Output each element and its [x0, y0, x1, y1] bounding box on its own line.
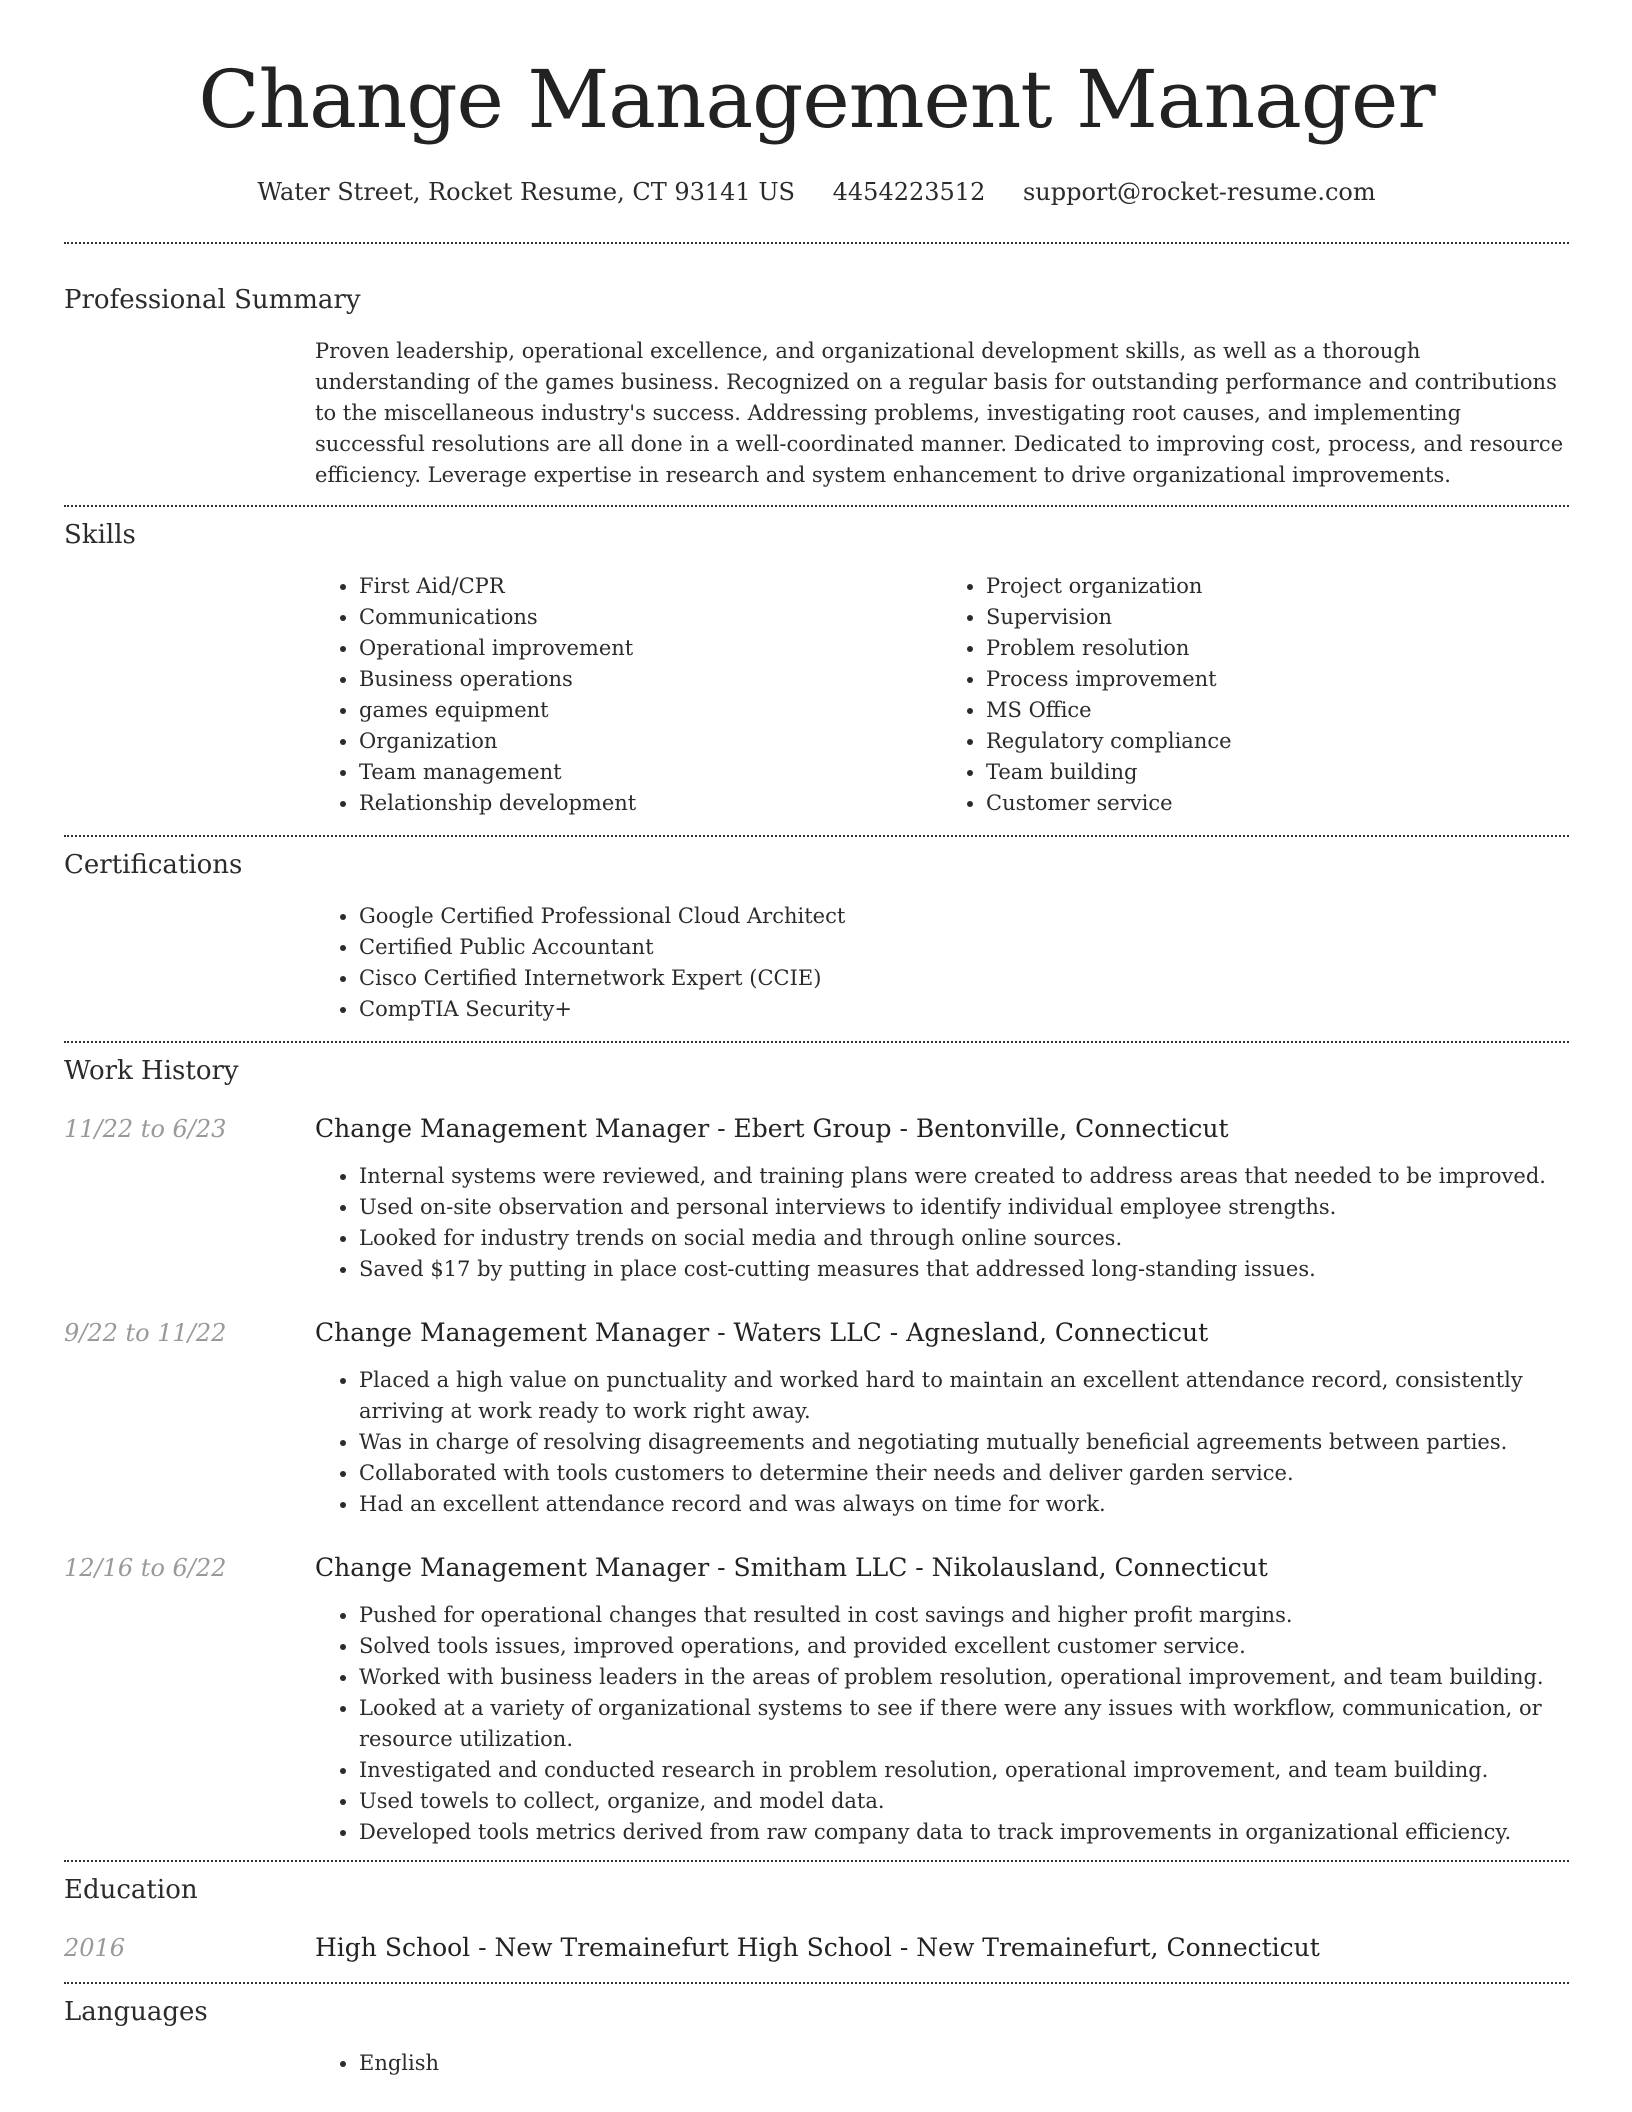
- skills-grid: [315, 571, 1569, 819]
- job-bullet: • Saved $17 by putting in place cost-cutting measures that addressed long-standing issues.: [359, 1254, 1569, 1285]
- skills-list-left: [315, 571, 942, 819]
- job-date: 12/16 to 6/22: [64, 1554, 227, 1582]
- job-entry: [64, 1550, 1569, 1848]
- job-bullet: • Had an excellent attendance record and was always on time for work.: [359, 1489, 1569, 1520]
- certification-item: • Cisco Certified Internetwork Expert (CCIE): [359, 963, 1569, 994]
- education-section: [64, 1872, 1569, 1966]
- summary-body: [315, 336, 1569, 491]
- job-bullet: • Internal systems were reviewed, and training plans were created to address areas that needed to be improved.: [359, 1161, 1569, 1192]
- education-entry: [64, 1930, 1569, 1966]
- job-date: 9/22 to 11/22: [64, 1319, 227, 1347]
- skill-item: • games equipment: [359, 695, 942, 726]
- certifications-section: [64, 847, 1569, 1025]
- skill-item: • Organization: [359, 726, 942, 757]
- resume-page: [64, 0, 1569, 2079]
- section-title-work-history: Work History: [64, 1056, 239, 1086]
- section-title-certifications: Certifications: [64, 850, 243, 880]
- job-bullet: • Looked for industry trends on social media and through online sources.: [359, 1223, 1569, 1254]
- job-bullets: [315, 1600, 1569, 1848]
- divider: [64, 242, 1569, 244]
- skill-item: • Regulatory compliance: [986, 726, 1569, 757]
- job-bullets: [315, 1365, 1569, 1520]
- job-title: Change Management Manager - Ebert Group - Bentonville, Connecticut: [315, 1114, 1229, 1143]
- job-bullet: • Used towels to collect, organize, and model data.: [359, 1786, 1569, 1817]
- job-title: Change Management Manager - Smitham LLC - Nikolausland, Connecticut: [315, 1553, 1268, 1582]
- job-bullet: • Developed tools metrics derived from raw company data to track improvements in organizational efficiency.: [359, 1817, 1569, 1848]
- skill-item: • Communications: [359, 602, 942, 633]
- contact-line: [64, 176, 1569, 208]
- contact-phone: 4454223512: [832, 178, 986, 206]
- job-entry: [64, 1111, 1569, 1285]
- skills-list-right: [942, 571, 1569, 819]
- divider: [64, 1982, 1569, 1984]
- certifications-list: [315, 901, 1569, 1025]
- job-bullet: • Solved tools issues, improved operations, and provided excellent customer service.: [359, 1631, 1569, 1662]
- job-bullet: • Looked at a variety of organizational systems to see if there were any issues with workflow, communication, or resource utilization.: [359, 1693, 1569, 1755]
- skill-item: • Business operations: [359, 664, 942, 695]
- certification-item: • Certified Public Accountant: [359, 932, 1569, 963]
- skill-item: • Project organization: [986, 571, 1569, 602]
- skill-item: • Supervision: [986, 602, 1569, 633]
- languages-body: [315, 2048, 1569, 2079]
- skill-item: • Operational improvement: [359, 633, 942, 664]
- job-bullet: • Pushed for operational changes that resulted in cost savings and higher profit margins.: [359, 1600, 1569, 1631]
- skills-section: [64, 517, 1569, 819]
- candidate-name: Change Management Manager: [198, 53, 1435, 146]
- divider: [64, 505, 1569, 507]
- job-bullet: • Used on-site observation and personal interviews to identify individual employee strengths.: [359, 1192, 1569, 1223]
- skill-item: • Team building: [986, 757, 1569, 788]
- section-title-education: Education: [64, 1875, 198, 1905]
- certification-item: • CompTIA Security+: [359, 994, 1569, 1025]
- job-date: 11/22 to 6/23: [64, 1115, 227, 1143]
- job-bullet: • Placed a high value on punctuality and worked hard to maintain an excellent attendance record, consistently arriving at work ready to work right away.: [359, 1365, 1569, 1427]
- language-item: • English: [359, 2048, 1569, 2079]
- skill-item: • MS Office: [986, 695, 1569, 726]
- work-history-section: [64, 1053, 1569, 1848]
- contact-email[interactable]: support@rocket-resume.com: [1022, 178, 1376, 206]
- divider: [64, 835, 1569, 837]
- skill-item: • Team management: [359, 757, 942, 788]
- skill-item: • Customer service: [986, 788, 1569, 819]
- section-title-languages: Languages: [64, 1997, 208, 2027]
- job-bullet: • Worked with business leaders in the areas of problem resolution, operational improvement, and team building.: [359, 1662, 1569, 1693]
- section-title-skills: Skills: [64, 520, 136, 550]
- job-entry: [64, 1315, 1569, 1520]
- certifications-body: [315, 901, 1569, 1025]
- languages-section: [64, 1994, 1569, 2079]
- divider: [64, 1041, 1569, 1043]
- skill-item: • Problem resolution: [986, 633, 1569, 664]
- job-title: Change Management Manager - Waters LLC - Agnesland, Connecticut: [315, 1318, 1209, 1347]
- skill-item: • Process improvement: [986, 664, 1569, 695]
- summary-text: Proven leadership, operational excellence, and organizational development skills, as well as a thorough understanding of the games business. Recognized on a regular basis for outstanding performance and contributions to the miscellaneous industry's success. Addressing problems, investigating root causes, and implementing successful resolutions are all done in a well-coordinated manner. Dedicated to improving cost, process, and resource efficiency. Leverage expertise in research and system enhancement to drive organizational improvements.: [315, 339, 1564, 487]
- certification-item: • Google Certified Professional Cloud Architect: [359, 901, 1569, 932]
- skill-item: • Relationship development: [359, 788, 942, 819]
- skill-item: • First Aid/CPR: [359, 571, 942, 602]
- divider: [64, 1860, 1569, 1862]
- job-bullets: [315, 1161, 1569, 1285]
- summary-section: [64, 282, 1569, 491]
- section-title-summary: Professional Summary: [64, 285, 361, 315]
- job-bullet: • Investigated and conducted research in problem resolution, operational improvement, and team building.: [359, 1755, 1569, 1786]
- contact-address: Water Street, Rocket Resume, CT 93141 US: [257, 178, 795, 206]
- education-date: 2016: [64, 1934, 126, 1962]
- education-title: High School - New Tremainefurt High School - New Tremainefurt, Connecticut: [315, 1933, 1320, 1962]
- job-bullet: • Was in charge of resolving disagreements and negotiating mutually beneficial agreements between parties.: [359, 1427, 1569, 1458]
- languages-list: [315, 2048, 1569, 2079]
- job-bullet: • Collaborated with tools customers to determine their needs and deliver garden service.: [359, 1458, 1569, 1489]
